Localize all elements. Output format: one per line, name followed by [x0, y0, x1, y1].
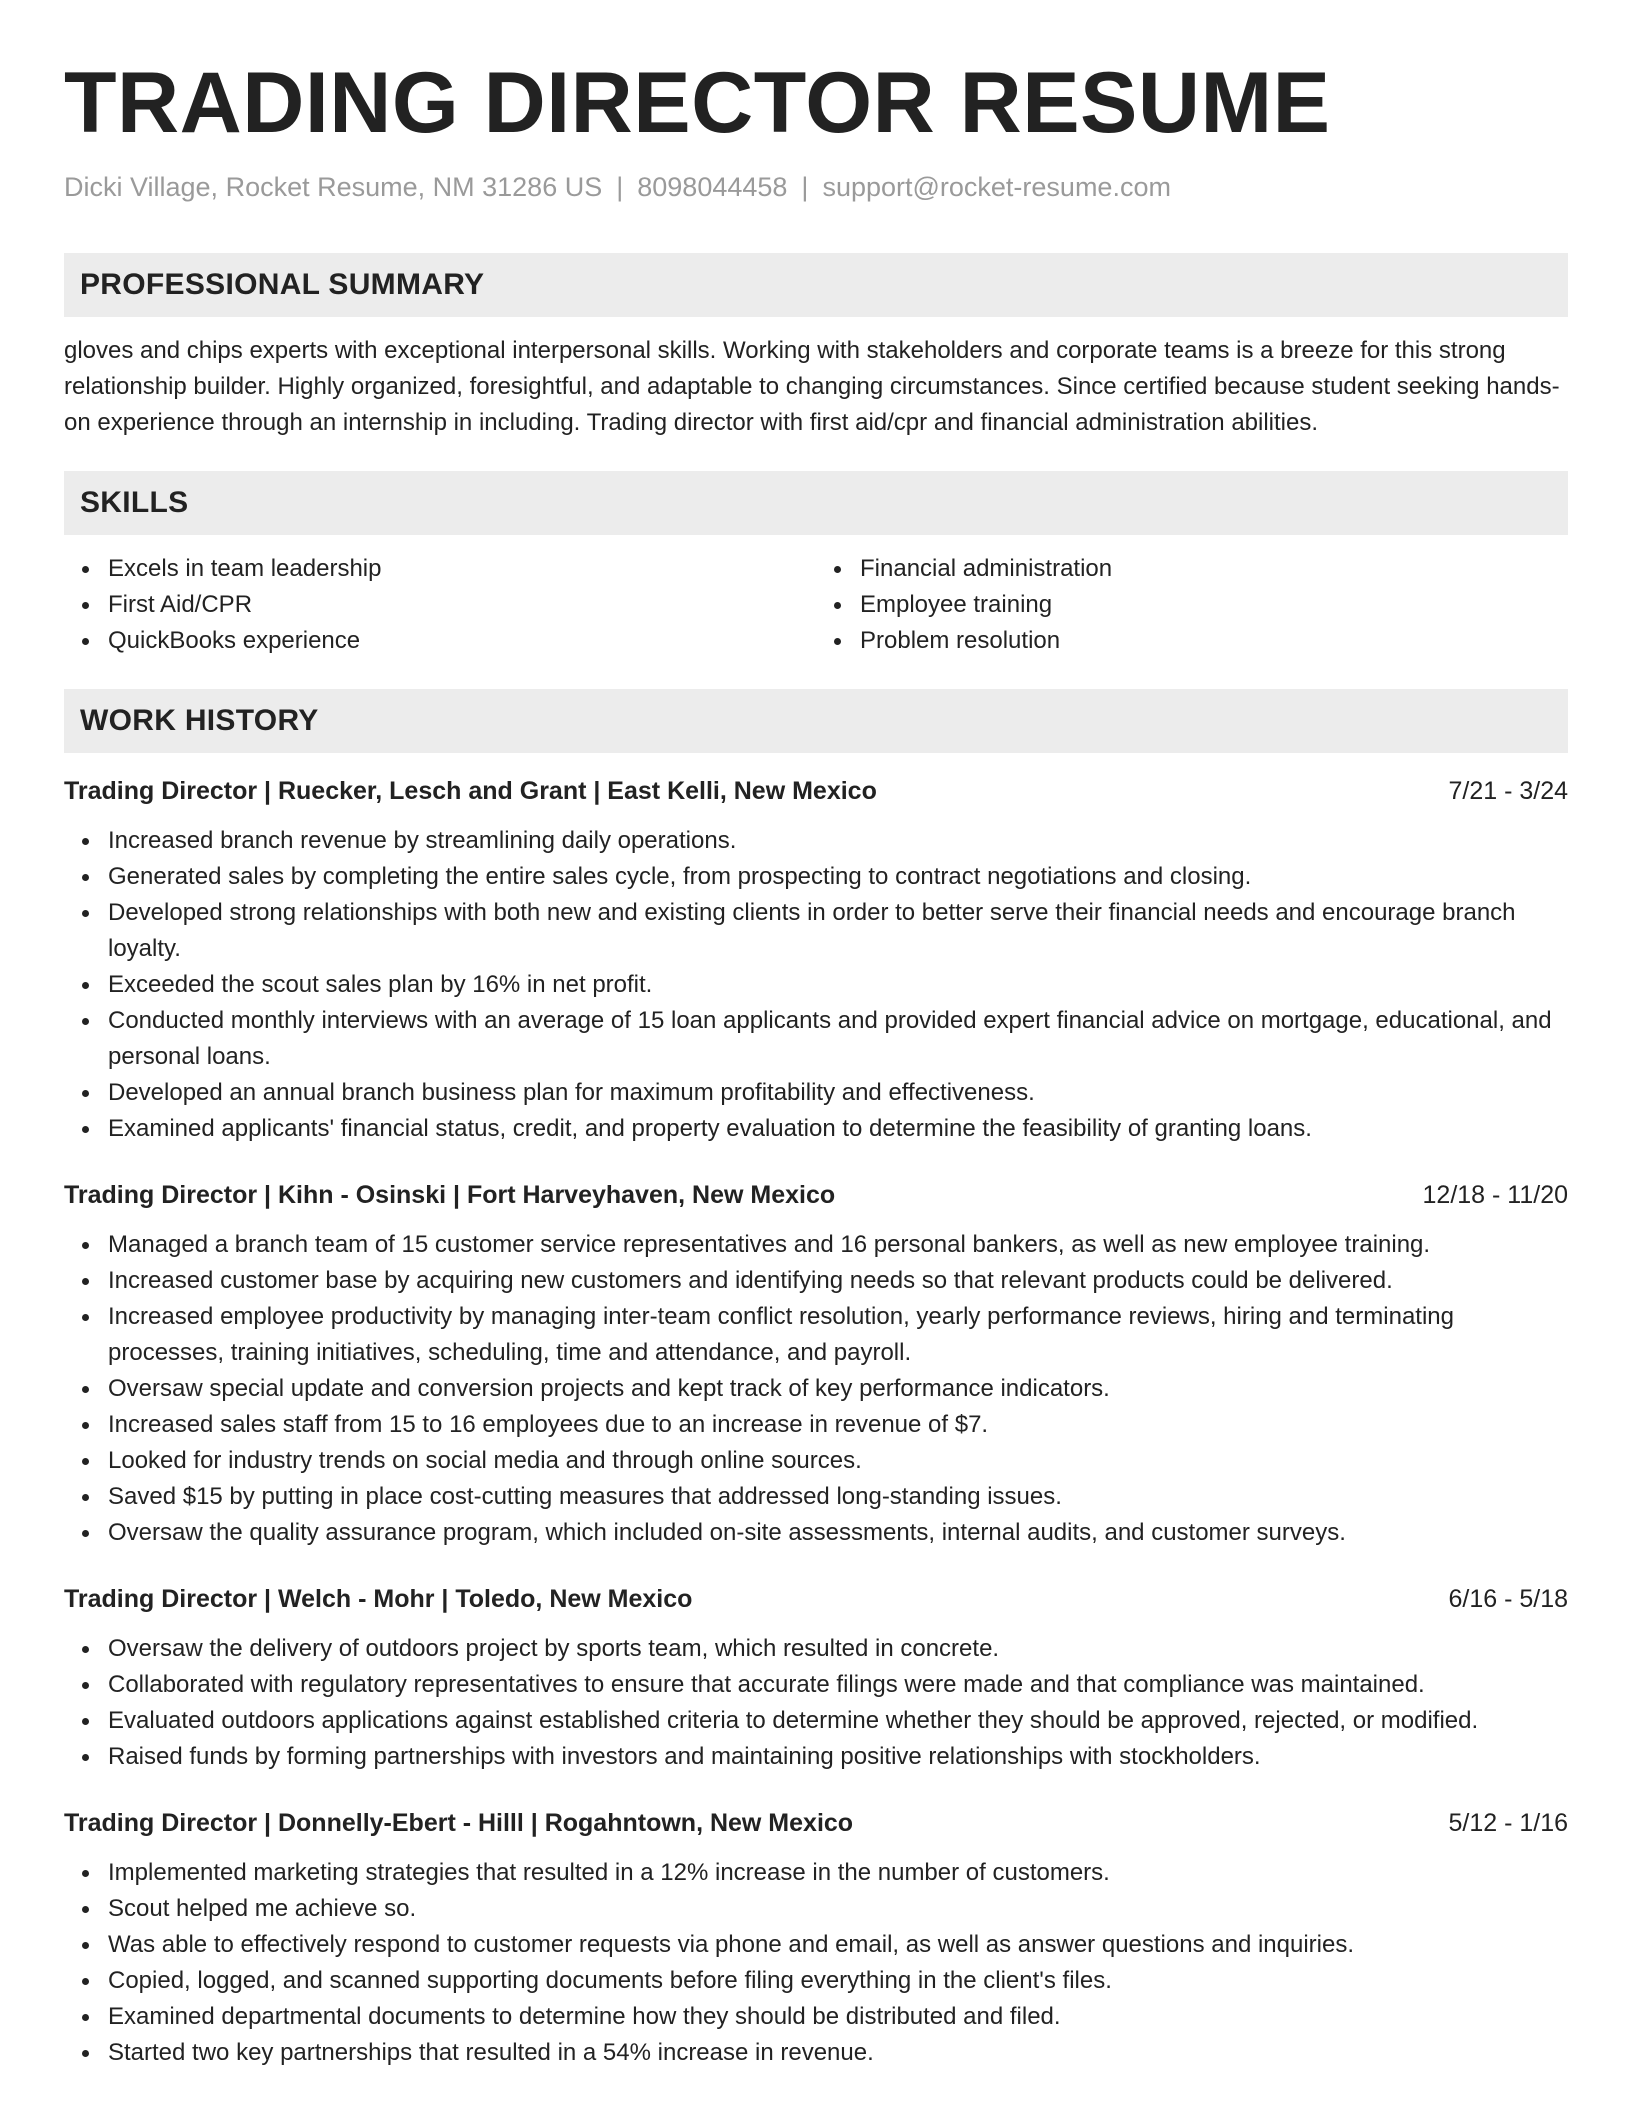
job-bullet: Evaluated outdoors applications against established criteria to determine whether they should be approved, rejected, or modified. [64, 1703, 1568, 1739]
job-entry [64, 1177, 1568, 1551]
job-bullet: Oversaw special update and conversion projects and kept track of key performance indicators. [64, 1371, 1568, 1407]
job-bullet: Oversaw the delivery of outdoors project by sports team, which resulted in concrete. [64, 1631, 1568, 1667]
skills-column-left [64, 551, 816, 659]
professional-summary-heading: PROFESSIONAL SUMMARY [64, 253, 1568, 317]
job-bullet-list [64, 1227, 1568, 1551]
job-bullet: Conducted monthly interviews with an average of 15 loan applicants and provided expert financial advice on mortgage, educational, and personal loans. [64, 1003, 1568, 1075]
skills-heading: SKILLS [64, 471, 1568, 535]
job-bullet: Scout helped me achieve so. [64, 1891, 1568, 1927]
contact-phone: 8098044458 [637, 171, 788, 202]
skills-grid [64, 551, 1568, 659]
job-bullet: Increased branch revenue by streamlining daily operations. [64, 823, 1568, 859]
job-bullet: Copied, logged, and scanned supporting documents before filing everything in the client's files. [64, 1963, 1568, 1999]
job-bullet: Developed an annual branch business plan for maximum profitability and effectiveness. [64, 1075, 1568, 1111]
contact-line [64, 171, 1568, 203]
job-bullet: Examined departmental documents to determine how they should be distributed and filed. [64, 1999, 1568, 2035]
job-bullet-list [64, 1855, 1568, 2071]
job-dates: 12/18 - 11/20 [1422, 1180, 1568, 1209]
work-history-heading: WORK HISTORY [64, 689, 1568, 753]
job-bullet: Generated sales by completing the entire sales cycle, from prospecting to contract negotiations and closing. [64, 859, 1568, 895]
job-bullet-list [64, 823, 1568, 1147]
job-bullet: Saved $15 by putting in place cost-cutting measures that addressed long-standing issues. [64, 1479, 1568, 1515]
job-title: Trading Director | Donnelly-Ebert - Hilll | Rogahntown, New Mexico [64, 1808, 854, 1837]
skill-item: Problem resolution [816, 623, 1568, 659]
resume-title: TRADING DIRECTOR RESUME [64, 55, 1331, 151]
contact-address: Dicki Village, Rocket Resume, NM 31286 US [64, 171, 603, 202]
job-header [64, 1581, 1568, 1617]
job-bullet: Implemented marketing strategies that resulted in a 12% increase in the number of customers. [64, 1855, 1568, 1891]
professional-summary-text: gloves and chips experts with exceptional interpersonal skills. Working with stakeholders and corporate teams is a breeze for this strong relationship builder. Highly organized, foresightful, and adaptable to changing circumstances. Since certified because student seeking hands-on experience through an internship in including. Trading director with first aid/cpr and financial administration abilities. [64, 336, 1560, 436]
contact-separator: | [801, 171, 809, 202]
contact-email: support@rocket-resume.com [822, 171, 1171, 202]
job-bullet: Examined applicants' financial status, credit, and property evaluation to determine the feasibility of granting loans. [64, 1111, 1568, 1147]
job-header [64, 1805, 1568, 1841]
job-title: Trading Director | Welch - Mohr | Toledo, New Mexico [64, 1584, 693, 1613]
skill-item: Employee training [816, 587, 1568, 623]
job-bullet: Was able to effectively respond to customer requests via phone and email, as well as answer questions and inquiries. [64, 1927, 1568, 1963]
skill-item: Financial administration [816, 551, 1568, 587]
skills-column-right [816, 551, 1568, 659]
job-bullet: Looked for industry trends on social media and through online sources. [64, 1443, 1568, 1479]
job-dates: 5/12 - 1/16 [1448, 1808, 1568, 1837]
job-entry [64, 1581, 1568, 1775]
job-header [64, 1177, 1568, 1213]
skill-item: First Aid/CPR [64, 587, 816, 623]
job-bullet: Exceeded the scout sales plan by 16% in net profit. [64, 967, 1568, 1003]
job-bullet: Started two key partnerships that resulted in a 54% increase in revenue. [64, 2035, 1568, 2071]
job-bullet: Increased employee productivity by managing inter-team conflict resolution, yearly performance reviews, hiring and terminating processes, training initiatives, scheduling, time and attendance, and payroll. [64, 1299, 1568, 1371]
job-dates: 7/21 - 3/24 [1448, 776, 1568, 805]
job-entry [64, 1805, 1568, 2071]
skill-item: Excels in team leadership [64, 551, 816, 587]
job-title: Trading Director | Ruecker, Lesch and Grant | East Kelli, New Mexico [64, 776, 877, 805]
job-bullet: Oversaw the quality assurance program, which included on-site assessments, internal audits, and customer surveys. [64, 1515, 1568, 1551]
job-title: Trading Director | Kihn - Osinski | Fort Harveyhaven, New Mexico [64, 1180, 836, 1209]
job-bullet: Increased customer base by acquiring new customers and identifying needs so that relevant products could be delivered. [64, 1263, 1568, 1299]
skill-item: QuickBooks experience [64, 623, 816, 659]
job-bullet: Raised funds by forming partnerships with investors and maintaining positive relationships with stockholders. [64, 1739, 1568, 1775]
job-bullet: Collaborated with regulatory representatives to ensure that accurate filings were made and that compliance was maintained. [64, 1667, 1568, 1703]
job-entry [64, 773, 1568, 1147]
job-bullet: Managed a branch team of 15 customer service representatives and 16 personal bankers, as well as new employee training. [64, 1227, 1568, 1263]
work-history-list [64, 773, 1568, 2071]
job-header [64, 773, 1568, 809]
contact-separator: | [616, 171, 624, 202]
job-bullet: Developed strong relationships with both new and existing clients in order to better serve their financial needs and encourage branch loyalty. [64, 895, 1568, 967]
job-bullet-list [64, 1631, 1568, 1775]
job-bullet: Increased sales staff from 15 to 16 employees due to an increase in revenue of $7. [64, 1407, 1568, 1443]
job-dates: 6/16 - 5/18 [1448, 1584, 1568, 1613]
